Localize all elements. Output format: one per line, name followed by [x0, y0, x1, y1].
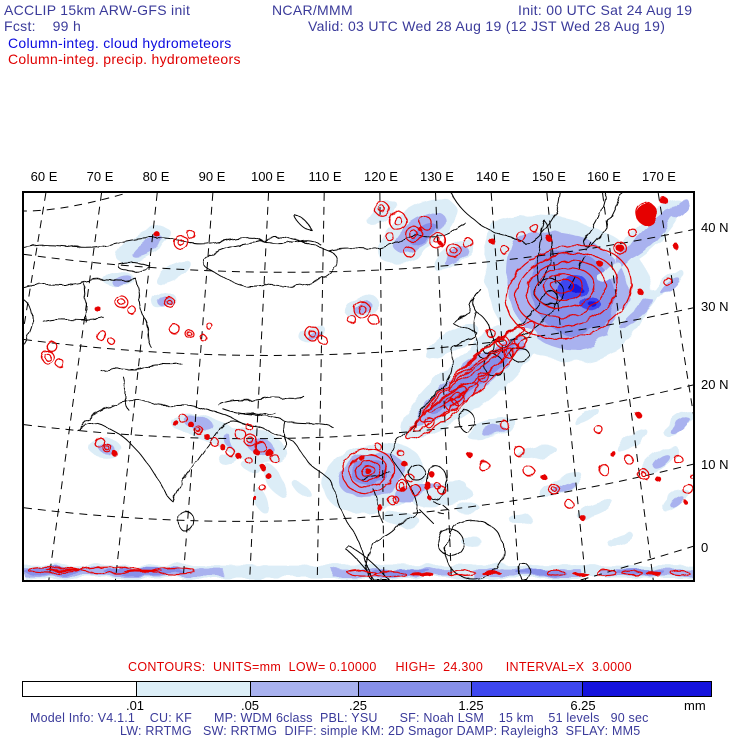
model-info-line2: LW: RRTMG SW: RRTMG DIFF: simple KM: 2D Smagor DAMP: Rayleigh3 SFLAY: MM5 [120, 724, 641, 738]
lon-tick-label: 140 E [476, 169, 510, 184]
colorbar-tick-label: 1.25 [458, 698, 484, 713]
lon-tick-label: 60 E [30, 169, 58, 184]
lon-tick-label: 160 E [587, 169, 621, 184]
org-label: NCAR/MMM [272, 2, 353, 18]
lon-tick-label: 110 E [308, 169, 342, 184]
colorbar [22, 681, 712, 697]
colorbar-segment [23, 682, 136, 696]
legend-cloud-hydrometeors: Column-integ. cloud hydrometeors [8, 35, 232, 51]
colorbar-segment [582, 682, 711, 696]
forecast-hour: Fcst: 99 h [4, 18, 82, 34]
lon-tick-label: 100 E [251, 169, 285, 184]
colorbar-segment [136, 682, 251, 696]
map-canvas [24, 193, 693, 580]
valid-time: Valid: 03 UTC Wed 28 Aug 19 (12 JST Wed 28 Aug 19) [308, 18, 666, 34]
lon-tick-label: 70 E [86, 169, 114, 184]
colorbar-tick-label: 6.25 [570, 698, 596, 713]
lon-tick-label: 130 E [420, 169, 454, 184]
colorbar-segment [358, 682, 471, 696]
lat-tick-label: 0 [701, 540, 709, 555]
legend-precip-hydrometeors: Column-integ. precip. hydrometeors [8, 51, 241, 67]
init-time: Init: 00 UTC Sat 24 Aug 19 [518, 2, 693, 18]
lat-tick-label: 10 N [701, 457, 729, 472]
plot-title: ACCLIP 15km ARW-GFS init [4, 2, 191, 18]
lon-tick-label: 150 E [532, 169, 566, 184]
colorbar-segment [471, 682, 583, 696]
colorbar-tick-label: .05 [240, 698, 260, 713]
colorbar-segment [250, 682, 358, 696]
colorbar-tick-label: .25 [348, 698, 368, 713]
contour-info-line: CONTOURS: UNITS=mm LOW= 0.10000 HIGH= 24.300 INTERVAL=X 3.0000 [128, 660, 632, 674]
lat-tick-label: 40 N [701, 220, 729, 235]
lon-tick-label: 90 E [198, 169, 226, 184]
lat-tick-label: 30 N [701, 299, 729, 314]
lon-tick-label: 80 E [142, 169, 170, 184]
lon-tick-label: 170 E [642, 169, 676, 184]
lat-tick-label: 20 N [701, 377, 729, 392]
lon-tick-label: 120 E [364, 169, 398, 184]
colorbar-unit-label: mm [684, 698, 706, 713]
map-frame [22, 191, 695, 582]
model-info-line1: Model Info: V4.1.1 CU: KF MP: WDM 6class PBL: YSU SF: Noah LSM 15 km 51 levels 90 sec [30, 711, 649, 725]
colorbar-tick-label: .01 [125, 698, 145, 713]
